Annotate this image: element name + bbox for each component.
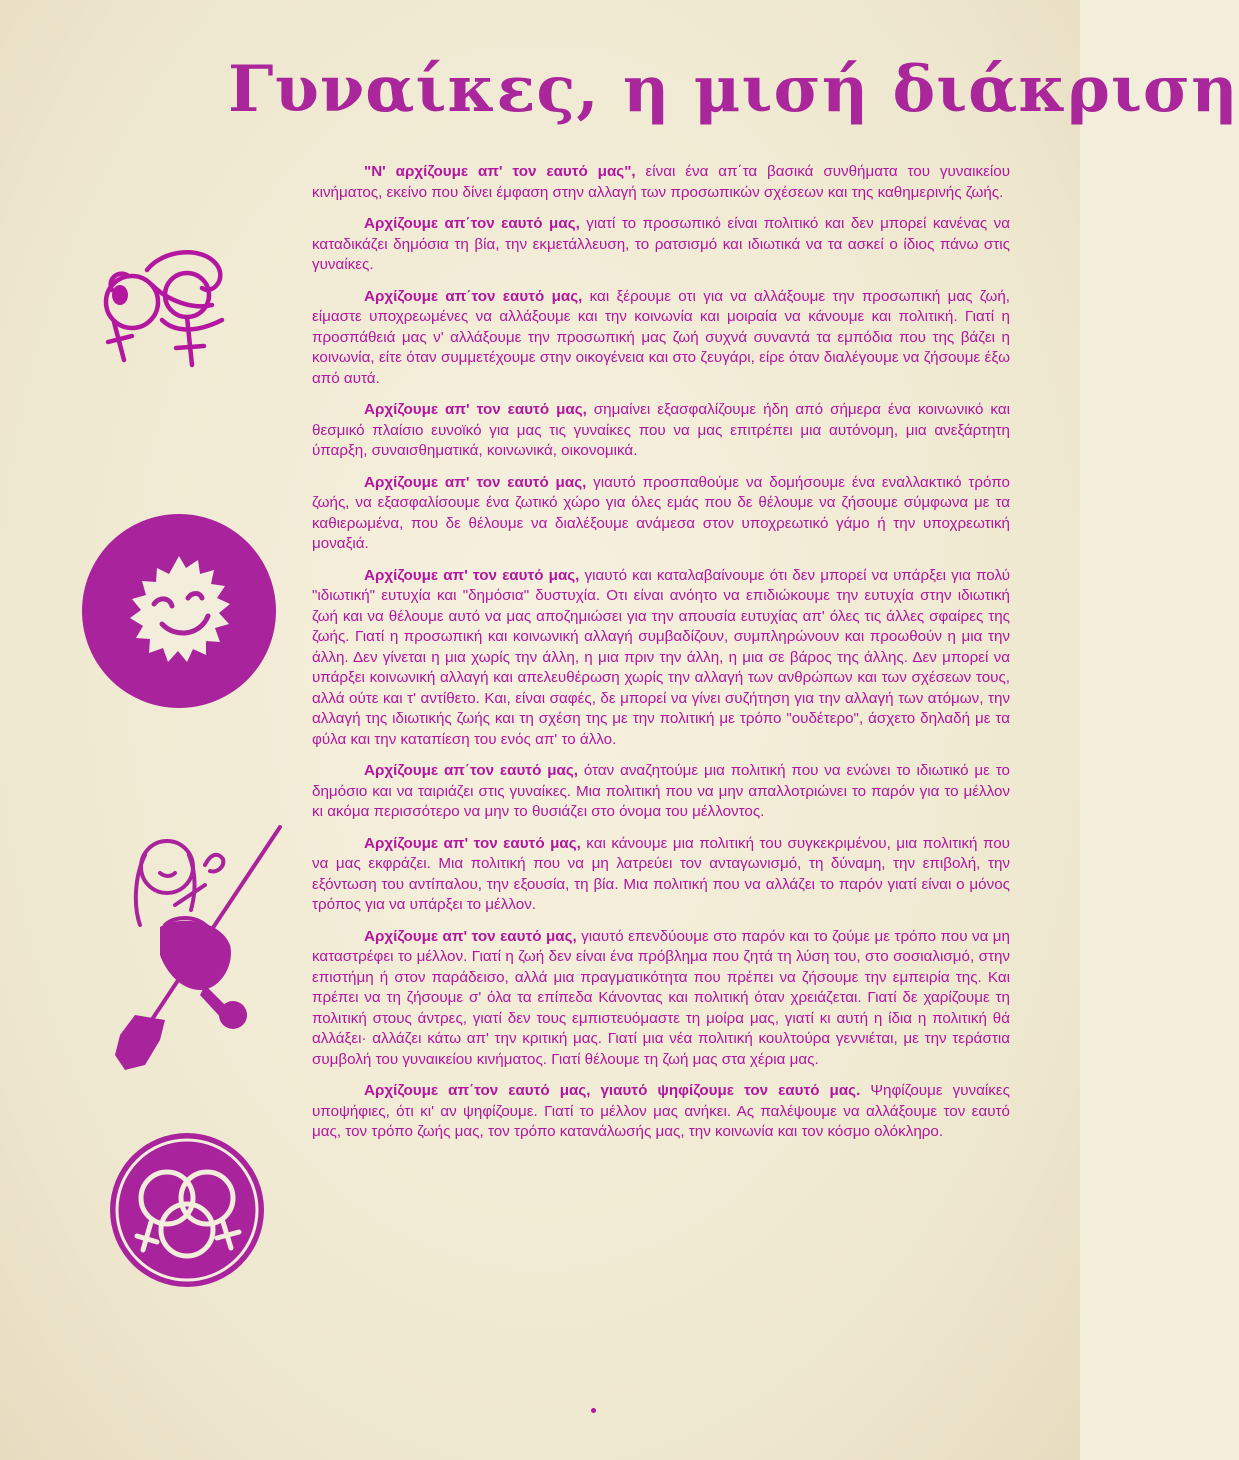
- paragraph-lead: Αρχίζουμε απ΄τον εαυτό μας,: [364, 762, 578, 779]
- paragraph-3: [312, 287, 1010, 390]
- paragraph-lead: Αρχίζουμε απ΄τον εαυτό μας, γιαυτό ψηφίζουμε τον εαυτό μας.: [364, 1082, 861, 1099]
- paragraph-8: [312, 834, 1010, 916]
- female-symbols-figure-icon: [92, 240, 242, 385]
- paragraph-lead: Αρχίζουμε απ' τον εαυτό μας,: [364, 473, 587, 491]
- paragraph-lead: Αρχίζουμε απ' τον εαυτό μας,: [364, 834, 581, 852]
- paragraph-lead: Αρχίζουμε απ' τον εαυτό μας,: [364, 927, 577, 945]
- paragraph-text: γιαυτό και καταλαβαίνουμε ότι δεν μπορεί να υπάρξει για πολύ "ιδιωτική" ευτυχία και "δημόσια" δυστυχία. Οτι είναι ανόητο να επιδιώκουμε την ευτυχία στην ιδιωτική ζωή και να θέλουμε αυτό να μας αποζημιώσει για την απουσία ευτυχίας απ' όλες τις άλλες σφαίρες της ζωής. Γιατί η προσωπική και κοινωνική αλλαγή συμβαδίζουν, συμπληρώνουν και προωθούν η μια την άλλη. Δεν γίνεται η μια χωρίς την άλλη, η μια πριν την άλλη, η μια σε βάρος της άλλης. Δεν μπορεί να υπάρξει κοινωνική αλλαγή και απελευθέρωση χωρίς την αλλαγή των ανθρώπων και των σχέσεων τους, αλλά ούτε και τ' αντίθετο. Και, είναι σαφές, δε μπορεί να γίνει συζήτηση για την αλλαγή των ατόμων, την αλλαγή της ιδιωτικής ζωής και τη σχέση της με την πολιτική με τρόπο "ουδέτερο", άσχετο δηλαδή με τα φύλα και την καταπίεση του ενός απ' το άλλο.: [312, 566, 1010, 748]
- paragraph-lead: Αρχίζουμε απ' τον εαυτό μας,: [364, 566, 580, 584]
- paragraph-6: [312, 566, 1010, 751]
- paragraph-10: [312, 1081, 1010, 1143]
- paragraph-lead: "Ν' αρχίζουμε απ' τον εαυτό μας",: [364, 163, 636, 180]
- paragraph-2: [312, 214, 1010, 276]
- paragraph-text: είναι ένα απ΄τα βασικά συνθήματα του γυναικείου κινήματος, εκείνο που δίνει έμφαση στην αλλαγή των προσωπικών σχέσεων και της καθημερινής ζωής.: [312, 163, 1011, 201]
- paragraph-5: [312, 473, 1010, 555]
- paragraph-9: [312, 927, 1010, 1071]
- paragraph-lead: Αρχίζουμε απ΄τον εαυτό μας,: [364, 287, 583, 305]
- paragraph-text: και κάνουμε μια πολιτική του συγκεκριμένου, μια πολιτική που να μας εκφράζει. Μια πολιτική που να μη λατρεύει τον ανταγωνισμό, τη δύναμη, την επιβολή, την εξόντωση του αντίπαλου, την εξουσία, τη βία. Μια πολιτική που να αλλάζει το παρόν γιατί είναι ο μόνος τρόπος για να υπάρξει το μέλλον.: [312, 834, 1010, 913]
- paragraph-text: γιαυτό προσπαθούμε να δομήσουμε ένα εναλλακτικό τρόπο ζωής, να εξασφαλίσουμε ένα ζωτικό χώρο για όλες εμάς που δε θέλουμε να ζήσουμε σύμφωνα με τα καθιερωμένα, που δε θέλουμε να διαλέξουμε ανάμεσα στον υποχρεωτικό γάμο ή την υποχρεωτική μοναξιά.: [312, 473, 1010, 552]
- paragraph-text: Ψηφίζουμε γυναίκες υποψήφιες, ότι κι' αν ψηφίζουμε. Γιατί το μέλλον μας ανήκει. Ας παλέψουμε να αλλάξουμε τον εαυτό μας, τον τρόπο ζωής μας, τον τρόπο κατανάλωσής μας, την κοινωνία και τον κόσμο ολόκληρο.: [312, 1082, 1010, 1140]
- paragraph-7: [312, 761, 1010, 823]
- paragraph-text: και ξέρουμε οτι για να αλλάξουμε την προσωπική μας ζωή, είμαστε υποχρεωμένες να αλλάξουμε και την κοινωνία και μοιραία να κάνουμε και πολιτική. Γιατί η προσπάθειά μας ν' αλλάξουμε την προσωπική μας ζωή συχνά συναντά τα εμπόδια που της βάζει η κοινωνία, είτε όταν συμμετέχουμε στην οικογένεια και στο ζευγάρι, είρε όταν διαλέγουμε να ζήσουμε έξω από αυτά.: [312, 287, 1010, 387]
- paragraph-text: όταν αναζητούμε μια πολιτική που να ενώνει το ιδιωτικό με το δημόσιο και να ταιριάζει στις γυναίκες. Μια πολιτική που να μην απαλλοτριώνει το παρόν για το μέλλον κι ακόμα περισσότερο να μην το θυσιάζει στο όνομα του μέλλοντος.: [312, 762, 1010, 820]
- interlocked-female-symbols-icon: [107, 1130, 267, 1290]
- article-body: [312, 162, 1010, 1154]
- paragraph-4: [312, 400, 1010, 462]
- paragraph-lead: Αρχίζουμε απ' τον εαυτό μας,: [364, 401, 587, 418]
- paragraph-text: γιαυτό επενδύουμε στο παρόν και το ζούμε με τρόπο που να μη καταστρέφει το μέλλον. Γιατί η ζωή δεν είναι ένα πρόβλημα που ζητά τη λύση του, στο σοσιαλισμό, στην επιστήμη ή στον παράδεισο, αλλά μια πραγματικότητα που πρέπει να ζήσουμε την εμπειρία της. Και πρέπει να τη ζήσουμε σ' όλα τα επίπεδα Κάνοντας και πολιτική όταν χρειάζεται. Γιατί δε χαρίζουμε τη πολιτική στους άντρες, γιατί δεν τους εμπιστευόμαστε τη μοίρα μας, γιατί κι αυτή η ίδια η πολιτική θά αλλάξει· αλλάζει κάτω απ' την κριτική μας. Γιατί μια νέα πολιτική κουλτούρα γεννιέται, με την τεράστια συμβολή του γυναικείου κινήματος. Γιατί θέλουμε τη ζωή μας στα χέρια μας.: [312, 927, 1010, 1068]
- paragraph-1: [312, 162, 1010, 203]
- paragraph-text: σημαίνει εξασφαλίζουμε ήδη από σήμερα ένα κοινωνικό και θεσμικό πλαίσιο ευνοϊκό για μας τις γυναίκες που να μας επιτρέπει μια αυτόνομη, μια ανεξάρτητη ύπαρξη, συναισθηματικά, κοινωνικά, οικονομικά.: [312, 401, 1010, 459]
- page-title: Γυναίκες, η μισή διάκριση: [228, 52, 1239, 127]
- end-mark: [591, 1408, 596, 1413]
- witch-on-broom-icon: [105, 815, 295, 1080]
- smiling-sun-icon: [80, 512, 278, 710]
- paragraph-lead: Αρχίζουμε απ΄τον εαυτό μας,: [364, 215, 580, 232]
- paragraph-text: γιατί το προσωπικό είναι πολιτικό και δεν μπορεί κανένας να καταδικάζει δημόσια τη βία, την εκμετάλλευση, το ρατσισμό και ιδιωτικά να τα ασκεί ο ίδιος πάνω στις γυναίκες.: [312, 215, 1011, 273]
